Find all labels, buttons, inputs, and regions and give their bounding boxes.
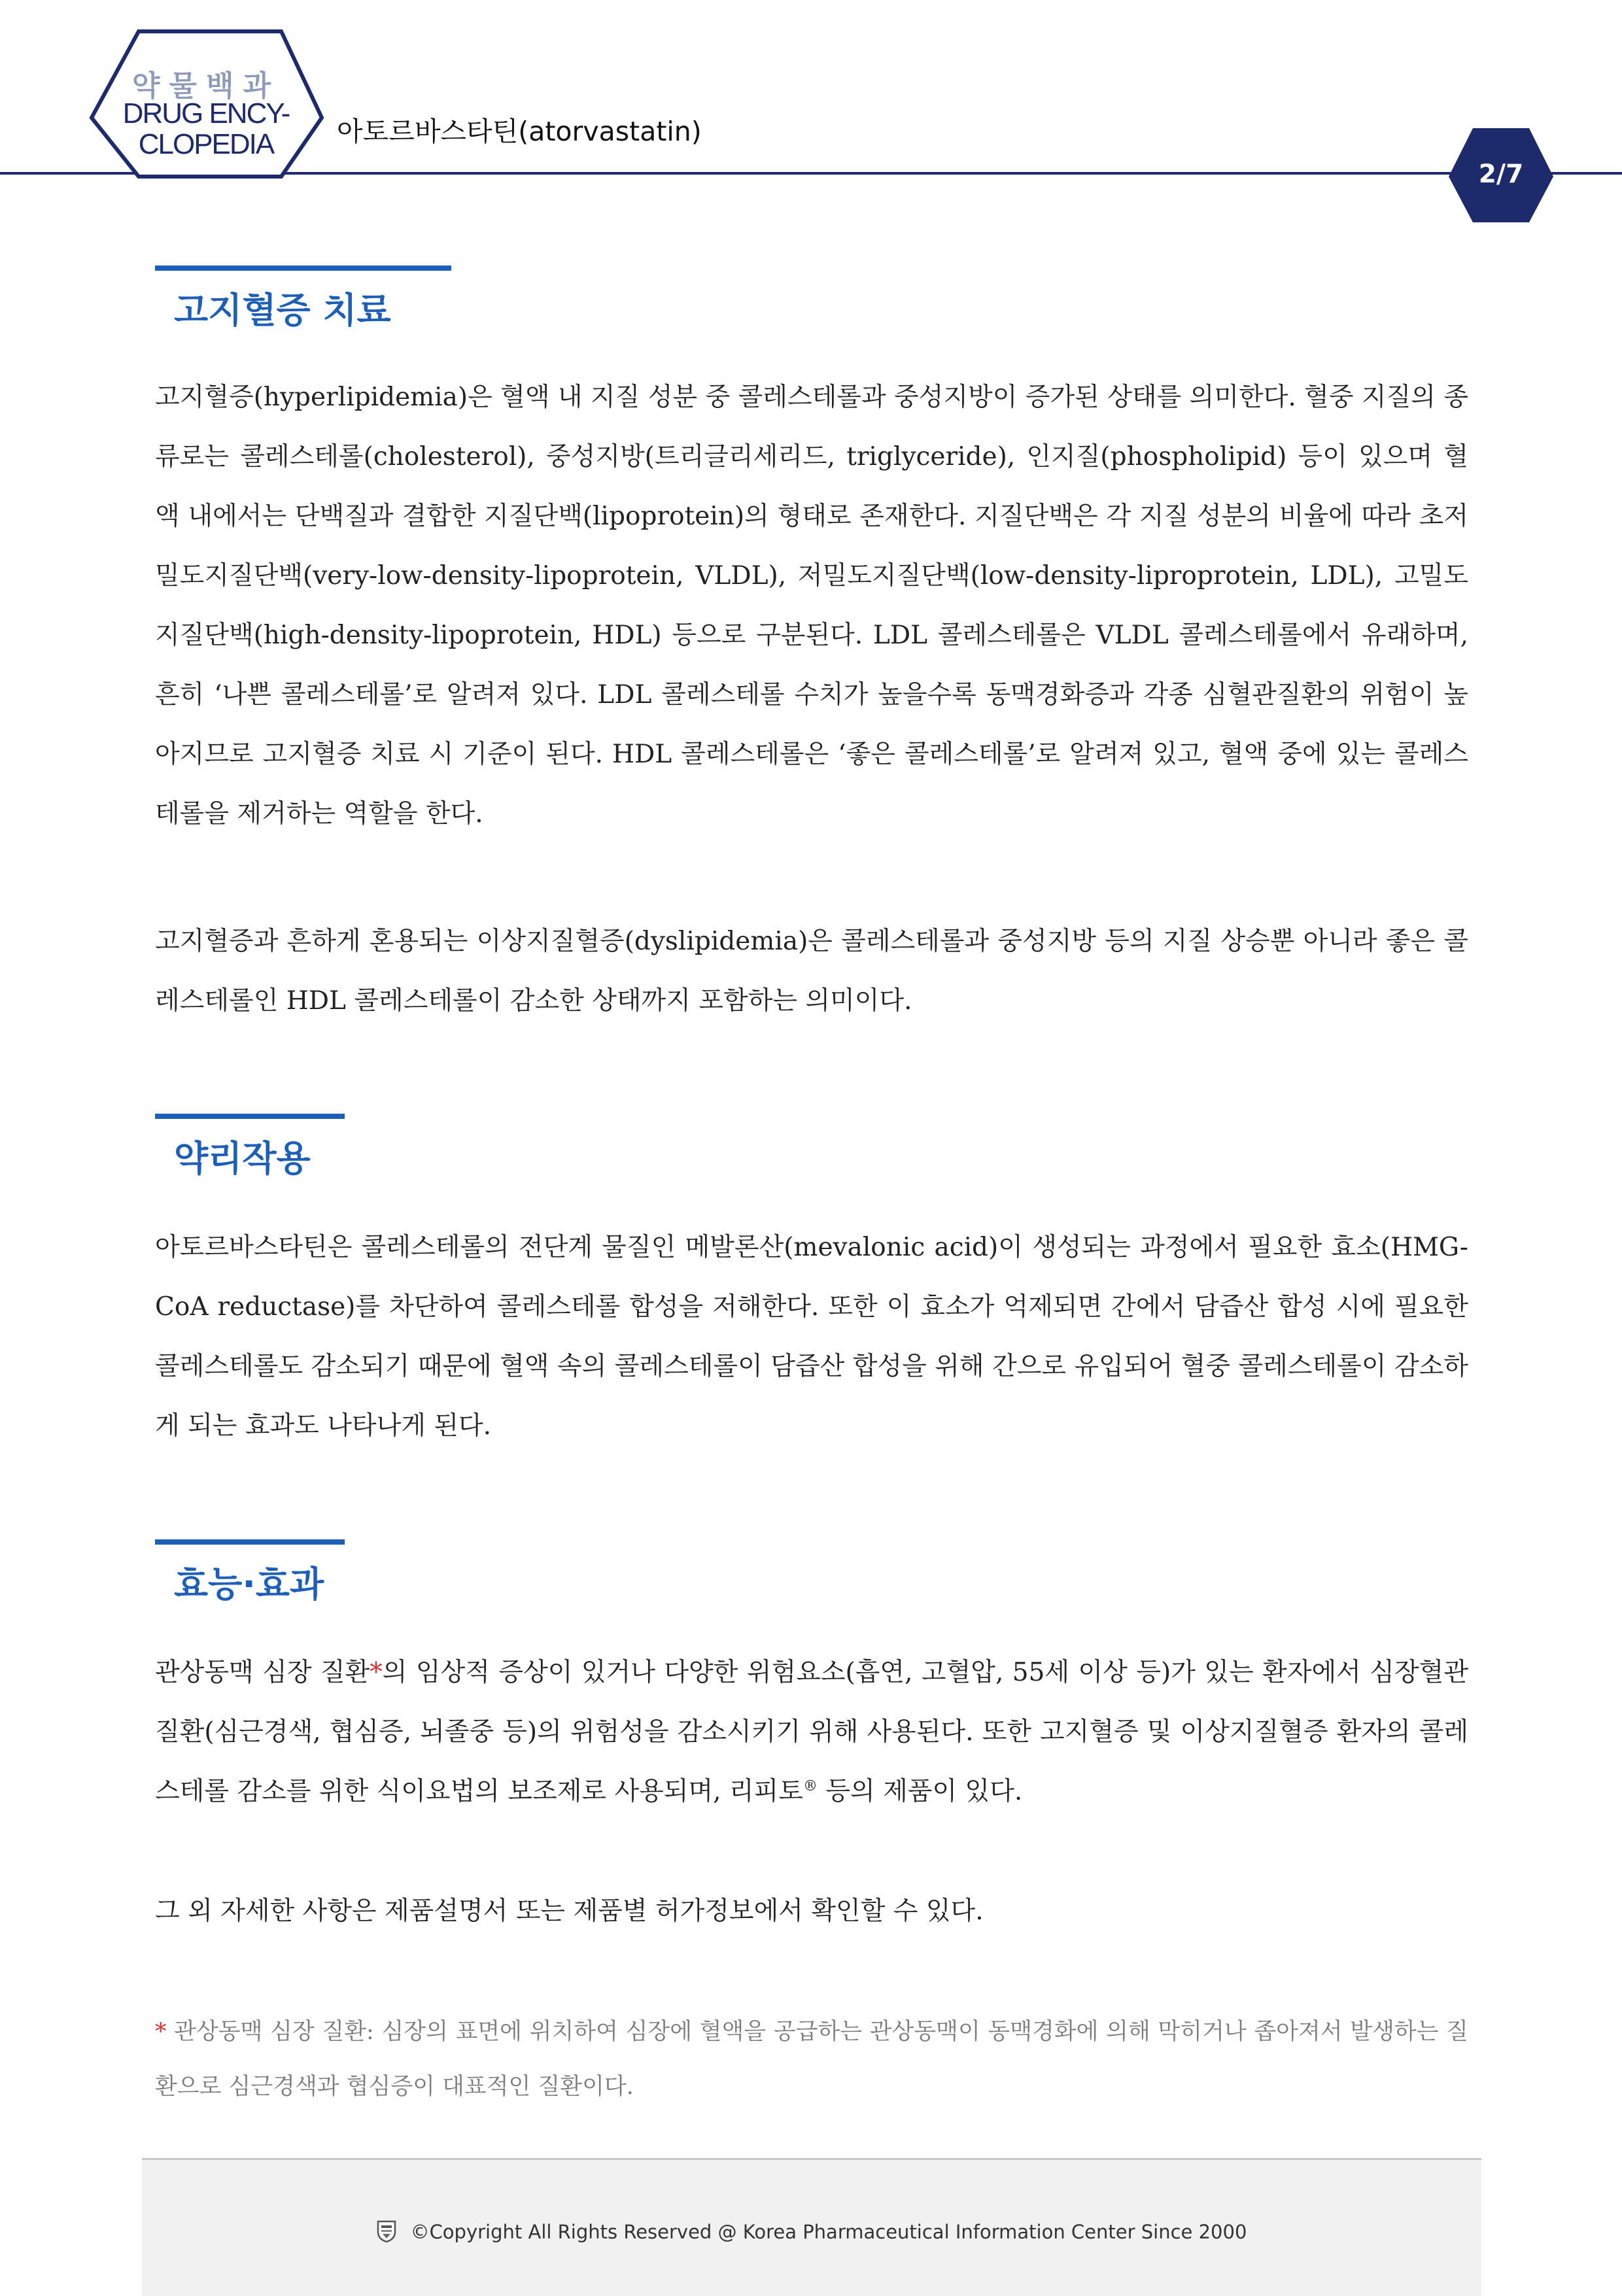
document-title: 아토르바스타틴(atorvastatin) bbox=[337, 116, 702, 147]
page-footer bbox=[142, 2158, 1481, 2296]
footnote bbox=[155, 2004, 1468, 2114]
section-title-indications: 효능·효과 bbox=[174, 1564, 324, 1605]
footer-copyright-line bbox=[142, 2220, 1481, 2243]
section-bar bbox=[155, 1539, 345, 1545]
footnote-marker: * bbox=[155, 2019, 167, 2045]
footnote-text: 관상동맥 심장 질환: 심장의 표면에 위치하여 심장에 혈액을 공급하는 관상동맥이 동맥경화에 의해 막히거나 좁아져서 발생하는 질환으로 심근경색과 협심증이 대표적인 질환이다. bbox=[155, 2019, 1468, 2100]
footnote-asterisk: * bbox=[370, 1658, 383, 1687]
shield-crest-icon bbox=[377, 2220, 396, 2242]
paragraph-hyperlipidemia-definition: 고지혈증(hyperlipidemia)은 혈액 내 지질 성분 중 콜레스테롤과 중성지방이 증가된 상태를 의미한다. 혈중 지질의 종류로는 콜레스테롤(cholesterol), 중성지방(트리글리세리드, triglyceride), 인지질(phospholipid) 등이 있으며 혈액 내에서는 단백질과 결합한 지질단백(lipoprotein)의 형태로 존재한다. 지질단백은 각 지질 성분의 비율에 따라 초저밀도지질단백(very-low-density-lipoprotein, VLDL), 저밀도지질단백(low-density-liproprotein, LDL), 고밀도지질단백(high-density-lipoprotein, HDL) 등으로 구분된다. LDL 콜레스테롤은 VLDL 콜레스테롤에서 유래하며, 흔히 ‘나쁜 콜레스테롤’로 알려져 있다. LDL 콜레스테롤 수치가 높을수록 동맥경화증과 각종 심혈관질환의 위험이 높아지므로 고지혈증 치료 시 기준이 된다. HDL 콜레스테롤은 ‘좋은 콜레스테롤’로 알려져 있고, 혈액 중에 있는 콜레스테롤을 제거하는 역할을 한다. bbox=[155, 383, 1468, 829]
section-bar bbox=[155, 1114, 345, 1119]
section-title-hyperlipidemia: 고지혈증 치료 bbox=[174, 290, 391, 331]
logo-korean: 약물백과 bbox=[131, 69, 280, 103]
registered-mark: ® bbox=[802, 1778, 818, 1794]
logo-english bbox=[98, 98, 314, 160]
page-header bbox=[0, 0, 1622, 235]
copyright-text: ©Copyright All Rights Reserved @ Korea Pharmaceutical Information Center Since 2000 bbox=[410, 2221, 1247, 2243]
logo-english-line-2: CLOPEDIA bbox=[138, 128, 274, 160]
indications-text-a: 관상동맥 심장 질환 bbox=[155, 1658, 370, 1687]
indications-text-b: 의 임상적 증상이 있거나 다양한 위험요소(흡연, 고혈압, 55세 이상 등)가 있는 환자에서 심장혈관 질환(심근경색, 협심증, 뇌졸중 등)의 위험성을 감소시키기 위해 사용된다. 또한 고지혈증 및 이상지질혈증 환자의 콜레스테롤 감소를 위한 식이요법의 보조제로 사용되며, 리피토 bbox=[155, 1658, 1468, 1806]
paragraph-dyslipidemia: 고지혈증과 흔하게 혼용되는 이상지질혈증(dyslipidemia)은 콜레스테롤과 중성지방 등의 지질 상승뿐 아니라 좋은 콜레스테롤인 HDL 콜레스테롤이 감소한 상태까지 포함하는 의미이다. bbox=[155, 927, 1468, 1016]
section-title-pharmacology: 약리작용 bbox=[174, 1138, 311, 1179]
section-bar bbox=[155, 266, 451, 271]
indications-text-c: 등의 제품이 있다. bbox=[817, 1777, 1023, 1806]
paragraph-more-info: 그 외 자세한 사항은 제품설명서 또는 제품별 허가정보에서 확인할 수 있다. bbox=[155, 1896, 984, 1926]
logo-english-line-1: DRUG ENCY- bbox=[122, 97, 290, 129]
paragraph-pharmacology: 아토르바스타틴은 콜레스테롤의 전단계 물질인 메발론산(mevalonic acid)이 생성되는 과정에서 필요한 효소(HMG-CoA reductase)를 차단하여 콜레스테롤 합성을 저해한다. 또한 이 효소가 억제되면 간에서 담즙산 합성 시에 필요한 콜레스테롤도 감소되기 때문에 혈액 속의 콜레스테롤이 담즙산 합성을 위해 간으로 유입되어 혈중 콜레스테롤이 감소하게 되는 효과도 나타나게 된다. bbox=[155, 1233, 1468, 1441]
page-number: 2/7 bbox=[1478, 160, 1524, 189]
paragraph-indications bbox=[155, 1643, 1468, 1821]
